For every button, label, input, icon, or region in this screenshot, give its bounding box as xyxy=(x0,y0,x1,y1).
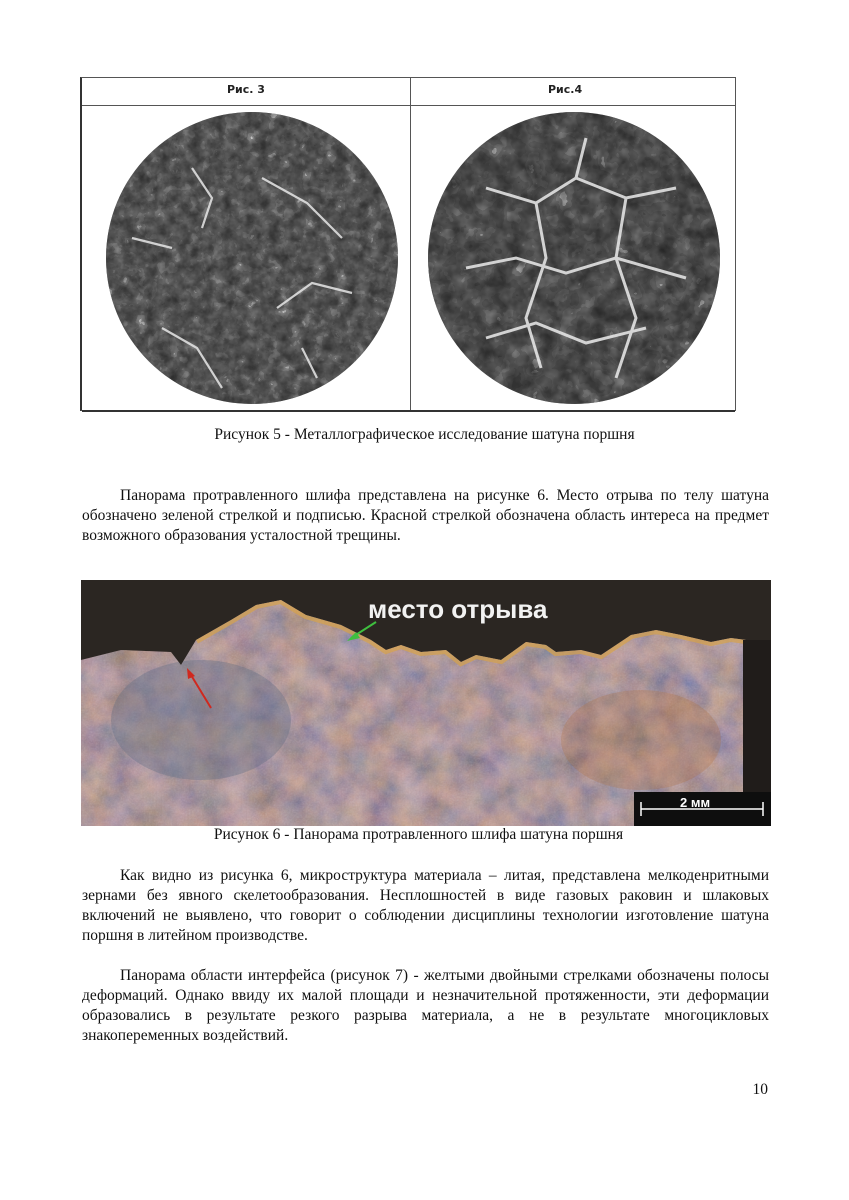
paragraph-3: Панорама области интерфейса (рисунок 7) - желтыми двойными стрелками обозначены полосы деформаций. Однако ввиду их малой площади и незначительной протяженности, эти деформации образовались в результате резкого разрыва материала, а не в результате многоцикловых знакопеременных воздействий. xyxy=(82,967,769,1044)
figure-5-table xyxy=(80,77,736,411)
table-column-divider xyxy=(410,78,411,410)
annotation-mesto-otryva: место отрыва xyxy=(368,594,548,624)
figure-6-caption: Рисунок 6 - Панорама протравленного шлифа шатуна поршня xyxy=(213,826,624,843)
paragraph-2: Как видно из рисунка 6, микроструктура материала – литая, представлена мелкоденритными зернами без явного скелетообразования. Несплошностей в виде газовых раковин и шлаковых включений не выявлено, что говорит о соблюдении дисциплины технологии изготовление шатуна поршня в литейном производстве. xyxy=(82,867,769,944)
page-number: 10 xyxy=(752,1081,768,1098)
micrograph-ris4 xyxy=(426,108,722,408)
table-bottom-border xyxy=(82,410,735,412)
fig-label-ris4: Рис.4 xyxy=(548,83,583,96)
figure-6-panorama xyxy=(81,580,771,826)
fig-label-ris3: Рис. 3 xyxy=(227,83,265,96)
figure-5-caption: Рисунок 5 - Металлографическое исследование шатуна поршня xyxy=(214,426,635,443)
paragraph-1: Панорама протравленного шлифа представлена на рисунке 6. Место отрыва по телу шатуна обозначено зеленой стрелкой и подписью. Красной стрелкой обозначена область интереса на предмет возможного образования усталостной трещины. xyxy=(82,487,769,544)
micrograph-ris3 xyxy=(102,108,402,408)
scale-bar-label: 2 мм xyxy=(680,795,711,810)
table-row-divider xyxy=(82,105,735,106)
